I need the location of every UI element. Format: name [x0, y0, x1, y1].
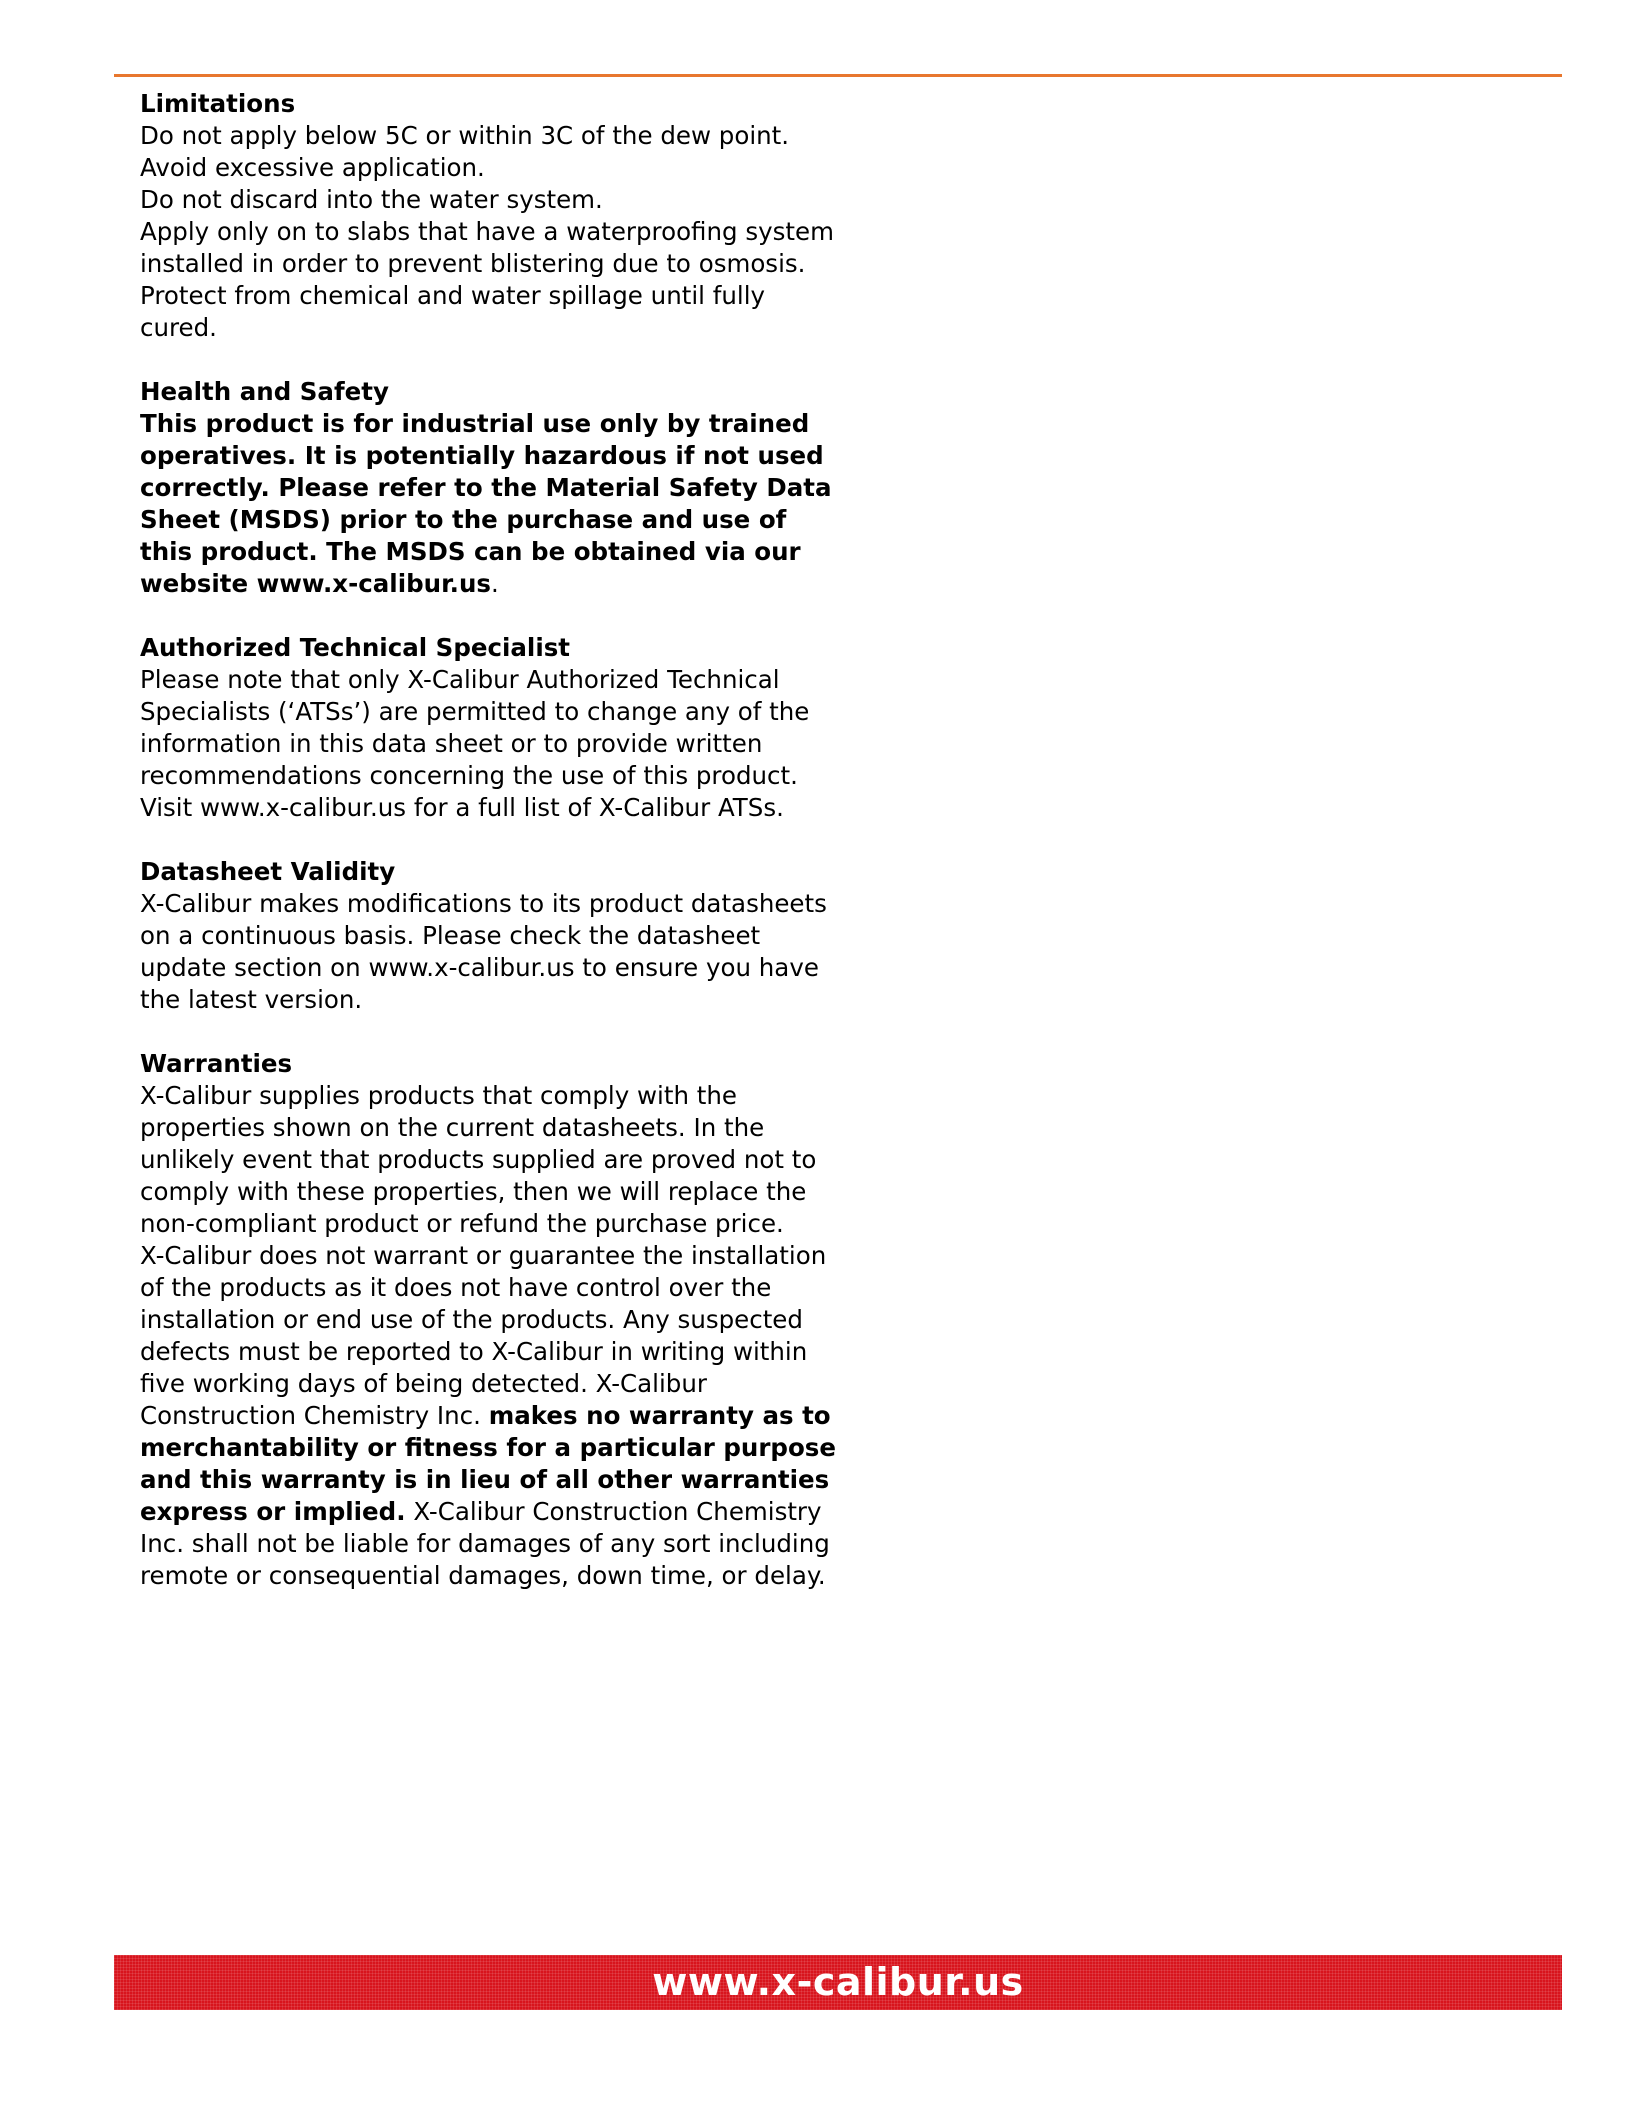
health-safety-line: operatives. It is potentially hazardous if not used [140, 441, 824, 470]
warranties-line: installation or end use of the products. Any suspected [140, 1305, 803, 1334]
limitations-line: Avoid excessive application. [140, 153, 485, 182]
limitations-heading: Limitations [140, 89, 296, 118]
limitations-section [140, 88, 840, 344]
validity-line: the latest version. [140, 985, 363, 1014]
warranties-mixed-line [140, 1400, 840, 1432]
limitations-line: Do not apply below 5C or within 3C of the dew point. [140, 121, 790, 150]
validity-section [140, 856, 840, 1016]
top-accent-rule [114, 74, 1562, 77]
warranties-line: X-Calibur supplies products that comply with the [140, 1081, 737, 1110]
datasheet-body [140, 88, 840, 1624]
ats-line: Visit www.x-calibur.us for a full list of X-Calibur ATSs. [140, 793, 784, 822]
warranties-line: properties shown on the current datasheets. In the [140, 1113, 765, 1142]
health-safety-heading: Health and Safety [140, 377, 389, 406]
health-safety-line: this product. The MSDS can be obtained via our [140, 537, 801, 566]
warranties-line: X-Calibur does not warrant or guarantee the installation [140, 1241, 827, 1270]
warranties-line: Inc. shall not be liable for damages of any sort including [140, 1529, 830, 1558]
warranties-line: unlikely event that products supplied are proved not to [140, 1145, 817, 1174]
validity-heading: Datasheet Validity [140, 857, 396, 886]
limitations-line: Do not discard into the water system. [140, 185, 603, 214]
trailing-period: . [491, 569, 499, 598]
warranties-line: remote or consequential damages, down time, or delay. [140, 1561, 826, 1590]
msds-website-link-text: website www.x-calibur.us [140, 569, 491, 598]
warranties-line: defects must be reported to X-Calibur in writing within [140, 1337, 808, 1366]
validity-line: X-Calibur makes modifications to its product datasheets [140, 889, 827, 918]
limitations-line: Protect from chemical and water spillage until fully [140, 281, 766, 310]
limitations-line: Apply only on to slabs that have a waterproofing system [140, 217, 834, 246]
warranties-section [140, 1048, 840, 1592]
warranties-normal-text: Construction Chemistry Inc. [140, 1401, 489, 1430]
warranties-heading: Warranties [140, 1049, 293, 1078]
ats-line: Specialists (‘ATSs’) are permitted to change any of the [140, 697, 810, 726]
limitations-line: cured. [140, 313, 217, 342]
warranties-bold-text: makes no warranty as to [488, 1401, 831, 1430]
footer-bar [114, 1955, 1562, 2010]
ats-line: information in this data sheet or to provide written [140, 729, 763, 758]
warranties-bold-line: and this warranty is in lieu of all other warranties [140, 1465, 830, 1494]
ats-section [140, 632, 840, 824]
footer-website-url[interactable]: www.x-calibur.us [652, 1960, 1024, 2004]
ats-line: Please note that only X-Calibur Authorized Technical [140, 665, 780, 694]
warranties-bold-line: merchantability or fitness for a particular purpose [140, 1433, 836, 1462]
validity-line: update section on www.x-calibur.us to ensure you have [140, 953, 819, 982]
limitations-line: installed in order to prevent blistering due to osmosis. [140, 249, 806, 278]
warranties-line: non-compliant product or refund the purchase price. [140, 1209, 784, 1238]
warranties-mixed-line [140, 1496, 840, 1528]
warranties-line: five working days of being detected. X-Calibur [140, 1369, 707, 1398]
warranties-bold-text: express or implied. [140, 1497, 406, 1526]
health-safety-line: correctly. Please refer to the Material Safety Data [140, 473, 832, 502]
health-safety-line: Sheet (MSDS) prior to the purchase and use of [140, 505, 787, 534]
validity-line: on a continuous basis. Please check the datasheet [140, 921, 761, 950]
health-safety-section [140, 376, 840, 600]
ats-line: recommendations concerning the use of this product. [140, 761, 798, 790]
warranties-line: of the products as it does not have control over the [140, 1273, 772, 1302]
warranties-line: comply with these properties, then we will replace the [140, 1177, 807, 1206]
ats-heading: Authorized Technical Specialist [140, 633, 571, 662]
health-safety-last-line [140, 568, 840, 600]
warranties-normal-text: X-Calibur Construction Chemistry [405, 1497, 822, 1526]
health-safety-line: This product is for industrial use only by trained [140, 409, 810, 438]
